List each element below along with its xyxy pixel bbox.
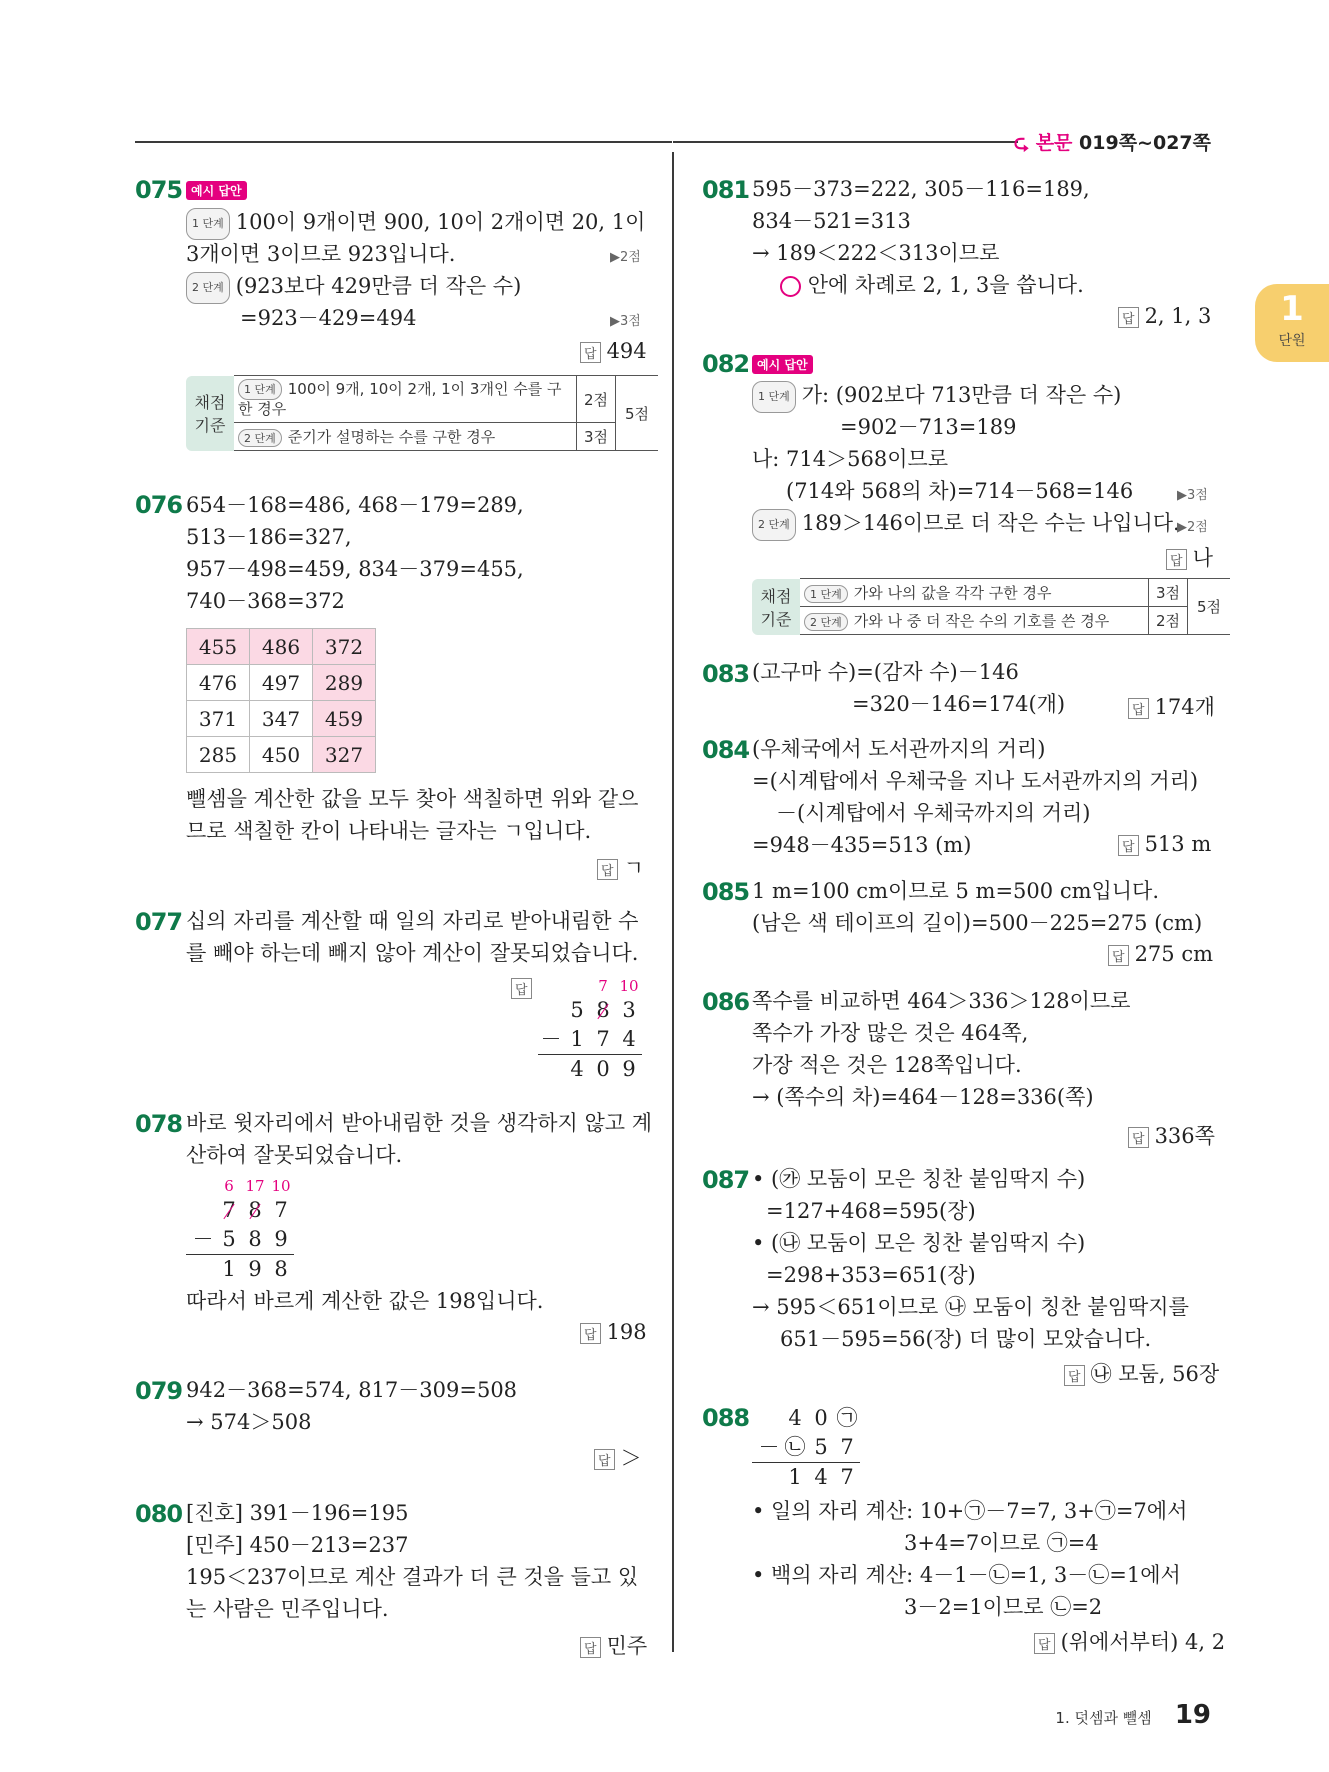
solution-line: 쪽수를 비교하면 464＞336＞128이므로 — [752, 989, 1131, 1013]
problem-number: 086 — [702, 988, 750, 1016]
vertical-subtraction: 4 0 ㉠ － ㉡ 5 7 1 4 7 — [752, 1404, 860, 1492]
solution-line: 2 단계 189＞146이므로 더 작은 수는 나입니다. — [752, 508, 1180, 541]
solution-line: 나: 714＞568이므로 — [752, 447, 949, 471]
solution-line: 바로 윗자리에서 받아내림한 것을 생각하지 않고 계 — [186, 1111, 653, 1135]
score-points: ▶2점 — [1177, 520, 1208, 535]
criteria-total: 5점 — [616, 376, 659, 451]
solution-line: 쪽수가 가장 많은 것은 464쪽, — [752, 1021, 1029, 1045]
solution-line: (고구마 수)=(감자 수)－146 — [752, 660, 1019, 684]
solution-line: 3－2=1이므로 ㉡=2 — [904, 1595, 1103, 1619]
criteria-points: 2점 — [577, 376, 616, 423]
problem-number: 079 — [135, 1377, 183, 1405]
solution-line: =298+353=651(장) — [766, 1263, 976, 1287]
page-footer — [1055, 1700, 1211, 1730]
solution-line: 834－521=313 — [752, 209, 911, 233]
criteria-row: 1 단계 100이 9개, 10이 2개, 1이 3개인 수를 구 한 경우 — [234, 376, 577, 423]
answer: 답 513 m — [1118, 832, 1211, 856]
answer: 답 198 — [580, 1320, 647, 1344]
answer: 답 494 — [580, 339, 647, 363]
example-answer-badge: 예시 답안 — [752, 355, 813, 374]
criteria-total: 5점 — [1188, 579, 1231, 635]
problem-number: 084 — [702, 736, 750, 764]
problem-number: 076 — [135, 491, 183, 519]
ref-range: 019쪽~027쪽 — [1079, 132, 1211, 154]
answer: 답 나 — [1166, 542, 1213, 572]
step-label: 1 단계 — [186, 208, 230, 240]
solution-line: 654－168=486, 468－179=289, — [186, 493, 524, 517]
solution-line: • 일의 자리 계산: 10+㉠－7=7, 3+㉠=7에서 — [752, 1499, 1188, 1523]
solution-line: [진호] 391－196=195 — [186, 1501, 409, 1525]
page-number: 19 — [1174, 1700, 1211, 1730]
solution-line: 3개이면 3이므로 923입니다. — [186, 242, 456, 266]
solution-line: 를 빼야 하는데 빼지 않아 계산이 잘못되었습니다. — [186, 941, 639, 965]
solution-line: 595－373=222, 305－116=189, — [752, 177, 1090, 201]
vertical-subtraction: 7 10 5 8 3 － 1 7 4 4 0 9 — [538, 976, 642, 1084]
solution-line: 195＜237이므로 계산 결과가 더 큰 것을 들고 있 — [186, 1565, 639, 1589]
solution-line: 뺄셈을 계산한 값을 모두 찾아 색칠하면 위와 같으 — [186, 787, 639, 811]
solution-line: → (쪽수의 차)=464－128=336(쪽) — [752, 1085, 1094, 1109]
score-points: ▶2점 — [610, 250, 641, 265]
solution-line: =923－429=494 — [240, 306, 417, 330]
header-rule-left — [135, 141, 672, 143]
problem-number: 075 — [135, 176, 183, 204]
criteria-row: 2 단계 준기가 설명하는 수를 구한 경우 — [234, 423, 577, 451]
solution-line: 2 단계 (923보다 429만큼 더 작은 수) — [186, 271, 521, 304]
solution-line: 1 단계 100이 9개이면 900, 10이 2개이면 20, 1이 — [186, 207, 645, 240]
problem-number: 082 — [702, 350, 750, 378]
criteria-points: 2점 — [1149, 607, 1188, 635]
solution-line: • 백의 자리 계산: 4－1－㉡=1, 3－㉡=1에서 — [752, 1563, 1181, 1587]
number-grid: 455 486 372 476 497 289 371 347 459 285 450 327 — [186, 628, 376, 773]
answer: 답 민주 — [580, 1630, 647, 1660]
header-rule-right — [673, 141, 1018, 143]
page-reference — [1014, 128, 1211, 161]
scoring-criteria-075 — [186, 375, 658, 451]
solution-line: → 189＜222＜313이므로 — [752, 241, 1000, 265]
solution-line: =127+468=595(장) — [766, 1199, 976, 1223]
vertical-subtraction: 6 17 10 7 8 7 － 5 8 9 1 9 8 — [186, 1176, 294, 1284]
solution-line: =(시계탑에서 우체국을 지나 도서관까지의 거리) — [752, 769, 1199, 793]
solution-line: 513－186=327, — [186, 525, 352, 549]
column-divider — [672, 152, 674, 1652]
score-points: ▶3점 — [610, 314, 641, 329]
score-points: ▶3점 — [1177, 488, 1208, 503]
unit-label: 단원 — [1278, 333, 1306, 349]
answer: 답 2, 1, 3 — [1118, 304, 1211, 328]
criteria-points: 3점 — [1149, 579, 1188, 607]
criteria-row: 1 단계 가와 나의 값을 각각 구한 경우 — [800, 579, 1149, 607]
example-answer-badge: 예시 답안 — [186, 181, 247, 200]
answer: 답 ＞ — [594, 1442, 642, 1472]
solution-line: (남은 색 테이프의 길이)=500－225=275 (cm) — [752, 911, 1203, 935]
criteria-row: 2 단계 가와 나 중 더 작은 수의 기호를 쓴 경우 — [800, 607, 1149, 635]
scoring-criteria-082 — [752, 578, 1230, 635]
solution-line: 1 단계 가: (902보다 713만큼 더 작은 수) — [752, 380, 1121, 413]
solution-line: [민주] 450－213=237 — [186, 1533, 409, 1557]
ref-label: 본문 — [1035, 132, 1073, 154]
solution-line: → 574＞508 — [186, 1410, 312, 1434]
answer: 답 336쪽 — [1128, 1120, 1215, 1150]
problem-number: 085 — [702, 878, 750, 906]
solution-line: 므로 색칠한 칸이 나타내는 글자는 ㄱ입니다. — [186, 819, 592, 843]
solution-line: → 595＜651이므로 ㉯ 모둠이 칭찬 붙임딱지를 — [752, 1295, 1189, 1319]
solution-line: 1 m=100 cm이므로 5 m=500 cm입니다. — [752, 879, 1160, 903]
solution-line: 942－368=574, 817－309=508 — [186, 1378, 518, 1402]
problem-number: 083 — [702, 660, 750, 688]
solution-line: 십의 자리를 계산할 때 일의 자리로 받아내림한 수 — [186, 909, 639, 933]
answer-box-icon: 답 — [580, 342, 601, 363]
solution-line: 740－368=372 — [186, 589, 345, 613]
solution-line: 따라서 바르게 계산한 값은 198입니다. — [186, 1289, 544, 1313]
problem-number: 077 — [135, 908, 183, 936]
problem-number: 081 — [702, 176, 750, 204]
solution-line: (714와 568의 차)=714－568=146 — [786, 479, 1134, 503]
return-arrow-icon: ⮎ — [1013, 132, 1030, 154]
chapter-title: 1. 덧셈과 뺄셈 — [1055, 1709, 1152, 1727]
solution-line: (우체국에서 도서관까지의 거리) — [752, 737, 1046, 761]
solution-line: －(시계탑에서 우체국까지의 거리) — [776, 801, 1091, 825]
solution-line: 안에 차례로 2, 1, 3을 씁니다. — [780, 270, 1084, 300]
solution-line: 957－498=459, 834－379=455, — [186, 557, 524, 581]
circle-icon — [780, 276, 801, 297]
answer: 답 275 cm — [1108, 942, 1213, 966]
problem-number: 080 — [135, 1500, 183, 1528]
solution-line: 산하여 잘못되었습니다. — [186, 1143, 403, 1167]
criteria-points: 3점 — [577, 423, 616, 451]
solution-line: • (㉯ 모둠이 모은 칭찬 붙임딱지 수) — [752, 1231, 1086, 1255]
solution-line: 3+4=7이므로 ㉠=4 — [904, 1531, 1099, 1555]
solution-line: =902－713=189 — [840, 415, 1017, 439]
solution-line: =948－435=513 (m) — [752, 833, 972, 857]
step-label: 2 단계 — [186, 272, 230, 304]
problem-number: 087 — [702, 1166, 750, 1194]
criteria-label: 채점 기준 — [186, 376, 234, 451]
solution-line: 가장 적은 것은 128쪽입니다. — [752, 1053, 1022, 1077]
solution-line: • (㉮ 모둠이 모은 칭찬 붙임딱지 수) — [752, 1167, 1086, 1191]
answer: 답 ㉯ 모둠, 56장 — [1064, 1358, 1219, 1388]
answer: 답 ㄱ — [597, 852, 644, 882]
problem-number: 078 — [135, 1110, 183, 1138]
criteria-label: 채점 기준 — [752, 579, 800, 635]
solution-line: 651－595=56(장) 더 많이 모았습니다. — [780, 1327, 1152, 1351]
answer: 답 174개 — [1128, 691, 1215, 721]
solution-line: =320－146=174(개) — [852, 692, 1066, 716]
unit-number: 1 — [1280, 289, 1304, 329]
solution-line: 는 사람은 민주입니다. — [186, 1597, 389, 1621]
answer: 답 (위에서부터) 4, 2 — [1034, 1626, 1225, 1656]
answer-box-icon: 답 — [511, 978, 532, 999]
problem-number: 088 — [702, 1404, 750, 1432]
unit-tab[interactable] — [1255, 284, 1329, 362]
